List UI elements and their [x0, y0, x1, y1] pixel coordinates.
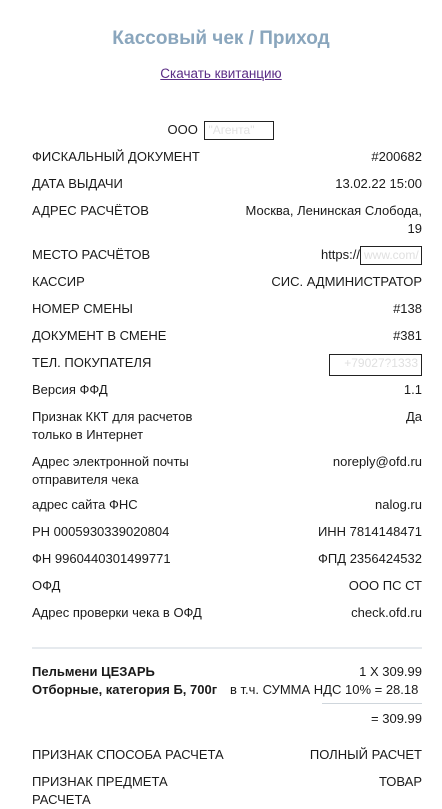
row-label: РН 0005930339020804 [32, 524, 170, 539]
row-ofd-check-address [32, 604, 422, 622]
row-value: ООО ПС СТ [348, 578, 422, 593]
organization-name [0, 121, 442, 140]
item-name: Пельмени ЦЕЗАРЬ [32, 664, 155, 679]
row-label: ФН 9960440301499771 [32, 551, 171, 566]
row-label: ДАТА ВЫДАЧИ [32, 176, 123, 191]
row-label: ПРИЗНАК ПРЕДМЕТА РАСЧЕТА [32, 774, 168, 807]
row-ofd [32, 577, 422, 595]
org-name-redacted: "Агента" [204, 121, 274, 140]
row-value: check.ofd.ru [351, 605, 422, 620]
row-value: #138 [393, 301, 422, 316]
row-value [329, 354, 422, 376]
row-label: ДОКУМЕНТ В СМЕНЕ [32, 328, 167, 343]
row-value: 1.1 [403, 382, 422, 397]
item-qty-price: 1 X 309.99 [359, 664, 422, 679]
row-shift-number [32, 300, 422, 318]
row-value: 13.02.22 15:00 [335, 176, 422, 191]
row-value: Москва, Ленинская Слобода, 19 [245, 203, 422, 236]
row-ffd-version [32, 381, 422, 399]
row-sender-email [32, 453, 422, 489]
row-label: ФИСКАЛЬНЫЙ ДОКУМЕНТ [32, 149, 200, 164]
row-value: Да [405, 409, 422, 424]
item-vat: в т.ч. СУММА НДС 10% = 28.18 [230, 682, 419, 697]
row-label: ПРИЗНАК СПОСОБА РАСЧЕТА [32, 747, 224, 762]
row-label: АДРЕС РАСЧЁТОВ [32, 203, 149, 218]
row-value: СИС. АДМИНИСТРАТОР [271, 274, 422, 289]
row-value: nalog.ru [375, 497, 422, 512]
row-value: ФПД 2356424532 [318, 551, 422, 566]
row-settlement-address [32, 202, 422, 238]
row-label: Признак ККТ для расчетов только в Интернет [32, 409, 193, 442]
row-document-in-shift [32, 327, 422, 345]
row-payment-method [32, 746, 422, 764]
row-label: Адрес проверки чека в ОФД [32, 605, 202, 620]
row-rn-inn [32, 523, 422, 541]
row-value [321, 246, 422, 265]
section-divider [32, 647, 422, 649]
row-label: Версия ФФД [32, 382, 108, 397]
row-label: ТЕЛ. ПОКУПАТЕЛЯ [32, 355, 152, 370]
row-buyer-phone [32, 354, 422, 376]
url-redacted: www.com/ [360, 246, 422, 265]
item-description [32, 681, 419, 698]
row-fn-fpd [32, 550, 422, 568]
row-value: noreply@ofd.ru [332, 454, 422, 469]
row-label: адрес сайта ФНС [32, 497, 138, 512]
item-name-line2: Отборные, категория Б, 700г [32, 682, 218, 697]
org-prefix: ООО [167, 121, 198, 137]
row-label: КАССИР [32, 274, 85, 289]
download-receipt-link[interactable]: Скачать квитанцию [160, 66, 282, 81]
url-prefix: https:// [320, 247, 360, 262]
item-total: = 309.99 [371, 711, 422, 726]
row-value: #381 [393, 328, 422, 343]
receipt-title: Кассовый чек / Приход [112, 28, 330, 49]
row-label: Адрес электронной почты отправителя чека [32, 454, 189, 487]
total-divider [322, 703, 422, 704]
row-internet-kkt [32, 408, 422, 444]
row-fiscal-document [32, 148, 422, 166]
row-value: ИНН 7814148471 [317, 524, 422, 539]
row-value: ПОЛНЫЙ РАСЧЕТ [309, 747, 422, 762]
row-label: ОФД [32, 578, 61, 593]
row-issue-date [32, 175, 422, 193]
row-label: МЕСТО РАСЧЁТОВ [32, 247, 151, 262]
row-value: ТОВАР [378, 774, 422, 789]
row-label: НОМЕР СМЕНЫ [32, 301, 133, 316]
row-value: #200682 [371, 149, 422, 164]
row-fns-site [32, 496, 422, 514]
row-cashier [32, 273, 422, 291]
row-payment-subject [32, 773, 422, 809]
row-settlement-place [32, 246, 422, 265]
phone-redacted: +79027?1333 [329, 354, 422, 376]
